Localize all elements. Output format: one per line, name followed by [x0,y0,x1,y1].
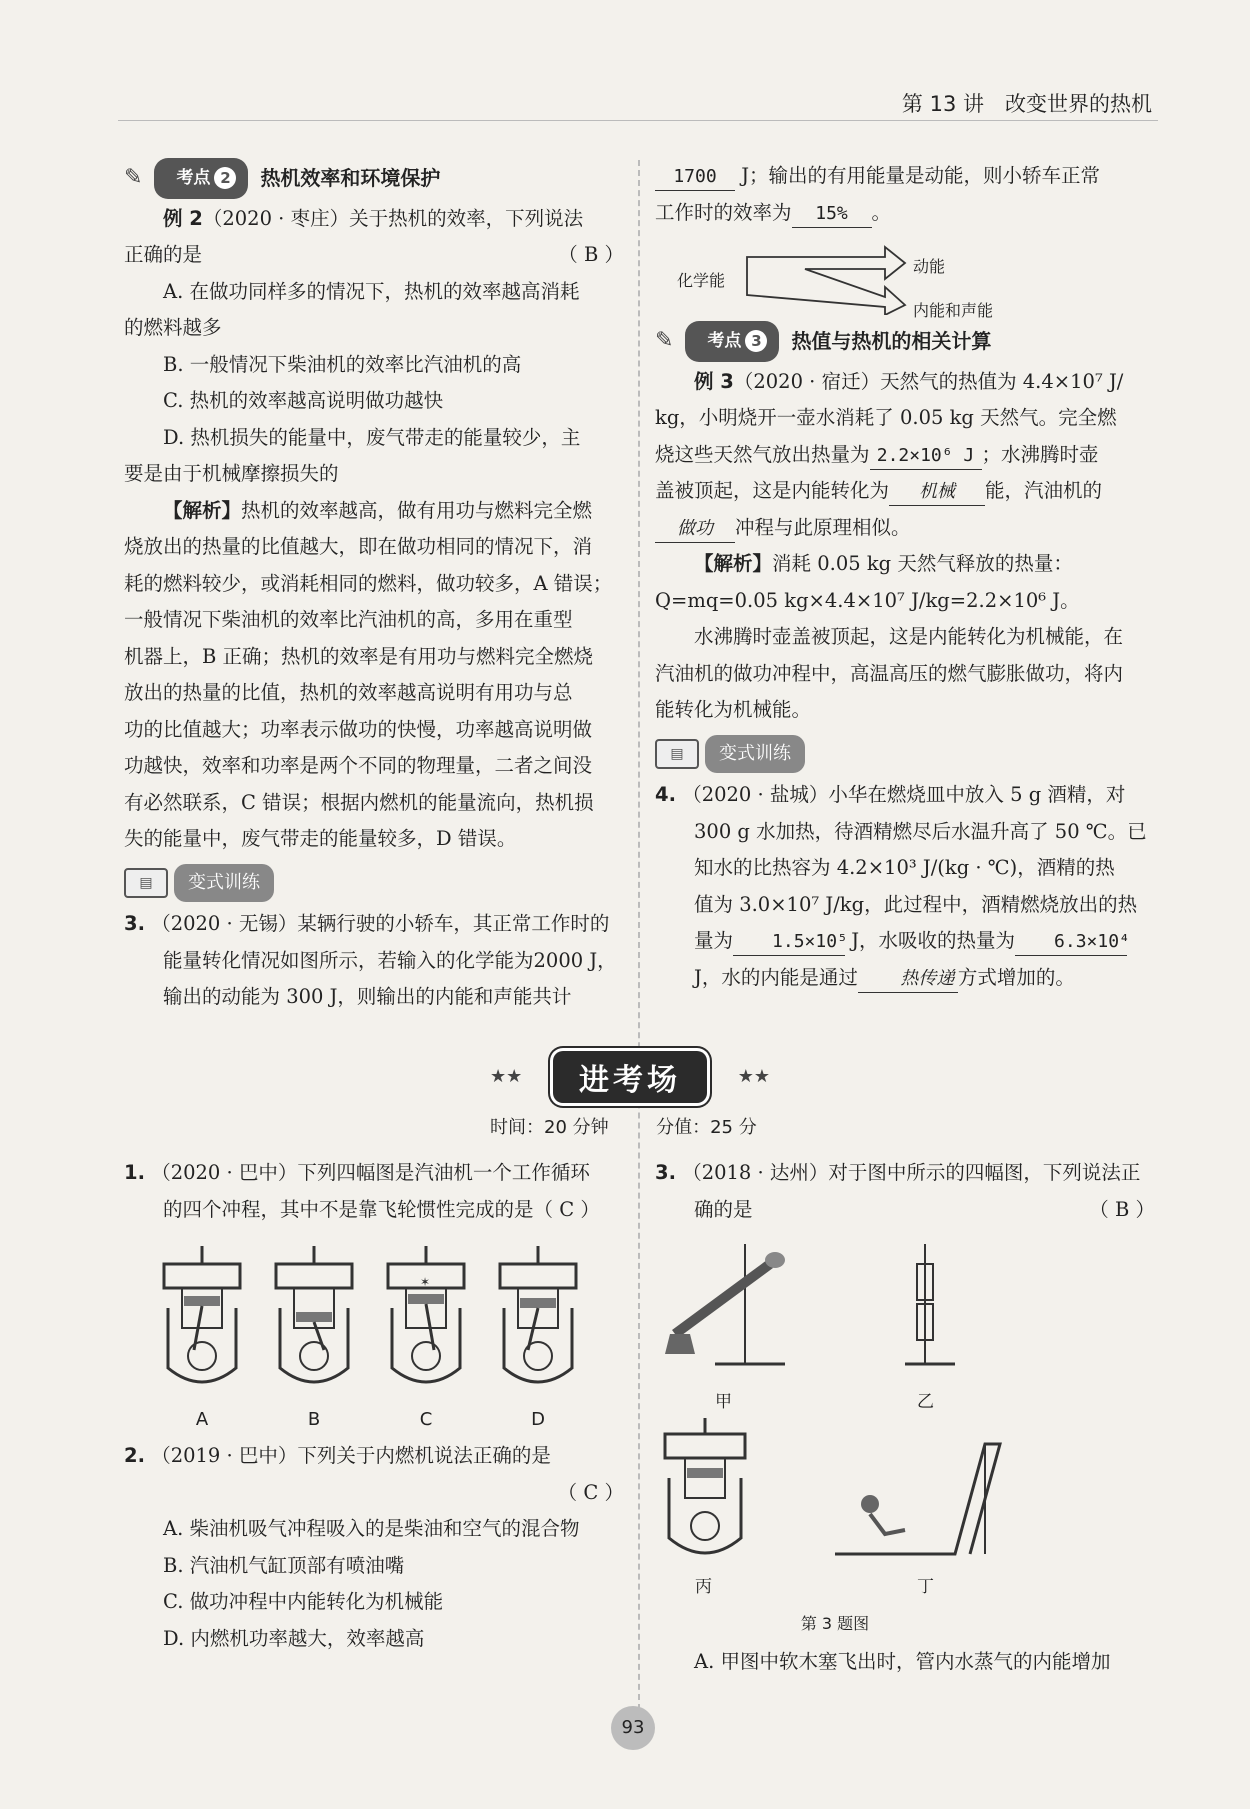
punct: 。 [871,200,892,224]
engine-diagram [266,1238,362,1388]
analysis-3 [655,546,1155,583]
practice-label: 变式训练 [174,864,274,903]
question-number: 3. [124,912,145,935]
option-d: D. 热机损失的能量中，废气带走的能量较少，主 [163,425,581,449]
stem-text: （2020 · 枣庄）关于热机的效率，下列说法 [202,206,584,230]
badge-label: 考点 [707,331,742,351]
book-icon: ▤ [655,739,699,769]
engine-label: B [307,1408,321,1430]
analysis-label: 【解析】 [163,498,242,522]
flow-source-label: 化学能 [677,271,726,290]
analysis-label: 【解析】 [694,552,773,575]
option-a: A. 柴油机吸气冲程吸入的是柴油和空气的混合物 [163,1517,580,1540]
engine-label: A [195,1408,209,1430]
answer: （ C ） [557,1480,624,1504]
question-text: 值为 3.0×10⁷ J/kg，此过程中，酒精燃烧放出的热 [694,892,1138,916]
example-label: 例 3 [694,369,734,393]
analysis-formula: Q=mq=0.05 kg×4.4×10⁷ J/kg=2.2×10⁶ J。 [655,588,1080,612]
practice-title [124,864,274,903]
analysis-2 [124,493,624,530]
figure-label: 乙 [917,1392,934,1412]
question-text: J；输出的有用能量是动能，则小轿车正常 [735,164,1101,187]
left-column [124,158,624,1016]
analysis-text: 放出的热量的比值，热机的效率越高说明有用功与总 [124,681,573,704]
example-3-stem [655,364,1155,401]
engine-a [154,1238,250,1438]
page-number: 93 [611,1706,655,1750]
engine-strokes-figure [154,1238,624,1438]
option-d-cont: 要是由于机械摩擦损失的 [124,462,339,485]
section-3-title [655,321,1155,362]
answer-blank: 做功 [655,516,735,543]
page-header: 第 13 讲 改变世界的热机 [901,92,1152,116]
stem-text: 正确的是 [124,243,203,266]
answer-blank: 热传递 [858,966,958,993]
stem-text: 盖被顶起，这是内能转化为 [655,479,890,502]
question-text: 300 g 水加热，待酒精燃尽后水温升高了 50 ℃。已 [694,819,1147,843]
stem-text: 能，汽油机的 [985,479,1103,502]
exam-question-1 [124,1155,624,1192]
analysis-text: 耗的燃料较少，或消耗相同的燃料，做功较多，A 错误； [124,571,613,595]
stem-line-4 [655,473,1155,510]
badge-number: 3 [745,330,767,352]
question-text: 的四个冲程，其中不是靠飞轮惯性完成的是 [163,1197,534,1221]
exam-meta [490,1113,790,1139]
answer-blank: 1700 [655,164,735,191]
analysis-text: 机器上，B 正确；热机的效率是有用功与燃料完全燃烧 [124,644,594,668]
question-text: 工作时的效率为 [655,200,792,224]
figure-label: 丙 [695,1577,712,1597]
answer-blank: 2.2×10⁶ J [870,443,982,470]
section-2-title [124,158,624,199]
section-title-text: 热机效率和环境保护 [260,166,441,190]
key-point-icon: ✎ [655,328,674,353]
answer: （ B ） [558,243,624,266]
answer-blank: 机械 [889,479,985,506]
exam-banner [490,1052,770,1102]
star-icon: ★★ [737,1066,770,1087]
answer: （ B ） [1089,1197,1155,1221]
right-column [655,158,1155,996]
engine-c [378,1238,474,1438]
question-text: （2019 · 巴中）下列关于内燃机说法正确的是 [151,1444,551,1467]
key-point-badge [154,158,248,199]
example-2-stem-cont [124,237,624,274]
option-c: C. 做功冲程中内能转化为机械能 [163,1590,444,1613]
analysis-text: 一般情况下柴油机的效率比汽油机的高，多用在重型 [124,608,573,631]
question-text: 确的是 [694,1197,753,1221]
exam-time: 时间：20 分钟 [490,1117,609,1138]
column-divider [638,160,640,1720]
answer: （ C ） [533,1197,600,1221]
engine-d [490,1238,586,1438]
option-a: A. 甲图中软木塞飞出时，管内水蒸气的内能增加 [694,1650,1111,1673]
question-text: 知水的比热容为 4.2×10³ J/(kg · ℃)，酒精的热 [694,856,1115,879]
question-text: 输出的动能为 300 J，则输出的内能和声能共计 [163,985,572,1008]
q4-line-6 [655,960,1155,997]
badge-number: 2 [214,167,236,189]
figure-drawings [655,1234,1155,1614]
example-label: 例 2 [163,206,203,230]
svg-text:✶: ✶ [420,1275,431,1289]
example-2-stem [124,201,624,238]
q3-continued-2 [655,195,1155,232]
question-text: 量为 [694,929,734,952]
question-text: J，水的内能是通过 [694,965,858,989]
engine-label: D [531,1408,545,1430]
energy-flow-diagram [655,235,1155,320]
answer-blank: 15% [792,201,872,228]
engine-diagram [378,1238,474,1388]
stem-line-5 [655,510,1155,547]
exam-question-1-cont [124,1192,624,1229]
stem-line-3 [655,437,1155,474]
engine-b [266,1238,362,1438]
option-b: B. 汽油机气缸顶部有喷油嘴 [163,1553,405,1577]
practice-title [655,735,805,774]
analysis-text: 汽油机的做功冲程中，高温高压的燃气膨胀做功，将内 [655,661,1124,685]
exam-question-3 [655,1155,1155,1192]
option-b: B. 一般情况下柴油机的效率比汽油机的高 [163,352,522,376]
practice-label: 变式训练 [705,735,805,774]
stem-text: （2020 · 宿迁）天然气的热值为 4.4×10⁷ J/ [733,369,1124,393]
figure-label: 甲 [715,1392,732,1412]
bottom-left-column [124,1155,624,1657]
banner-title: 进考场 [553,1051,707,1103]
engine-label: C [419,1408,433,1430]
stem-text: 烧这些天然气放出热量为 [655,442,870,466]
option-c: C. 热机的效率越高说明做功越快 [163,389,444,412]
analysis-text: 功的比值越大；功率表示做功的快慢，功率越高说明做 [124,717,593,741]
analysis-text: 能转化为机械能。 [655,698,812,721]
question-3 [124,906,624,943]
analysis-text: 功越快，效率和功率是两个不同的物理量，二者之间没 [124,754,593,777]
q4-line-5 [655,923,1155,960]
question-text: 方式增加的。 [957,965,1075,989]
analysis-text: 有必然联系，C 错误；根据内燃机的能量流向，热机损 [124,790,594,814]
star-icon: ★★ [490,1066,523,1087]
header-divider [118,120,1158,121]
question-number: 2. [124,1444,145,1467]
analysis-text: 消耗 0.05 kg 天然气释放的热量： [772,552,1073,575]
key-point-badge [685,321,779,362]
flow-output-kinetic: 动能 [913,257,946,276]
q3-continued [655,158,1155,195]
exam-score: 分值：25 分 [656,1117,757,1138]
question-number: 1. [124,1161,145,1184]
analysis-text: 烧放出的热量的比值越大，即在做功相同的情况下，消 [124,535,593,558]
question-text: （2020 · 巴中）下列四幅图是汽油机一个工作循环 [151,1161,590,1184]
stem-text: kg，小明烧开一壶水消耗了 0.05 kg 天然气。完全燃 [655,406,1117,429]
bottom-right-column [655,1155,1155,1681]
analysis-text: 热机的效率越高，做有用功与燃料完全燃 [241,498,593,522]
option-a-cont: 的燃料越多 [124,316,222,339]
exam-question-3-cont [655,1192,1155,1229]
engine-diagram [154,1238,250,1388]
analysis-text: 失的能量中，废气带走的能量较多，D 错误。 [124,827,517,850]
flow-output-internal: 内能和声能 [913,301,994,320]
figure-label: 丁 [917,1577,934,1597]
key-point-icon: ✎ [124,165,143,190]
badge-label: 考点 [176,168,211,188]
book-icon: ▤ [124,868,168,898]
question-text: J，水吸收的热量为 [845,929,1016,952]
question-text: （2018 · 达州）对于图中所示的四幅图，下列说法正 [682,1161,1141,1184]
question-number: 4. [655,783,676,806]
question-number: 3. [655,1161,676,1184]
stem-text: 冲程与此原理相似。 [735,515,911,539]
option-a: A. 在做功同样多的情况下，热机的效率越高消耗 [163,279,580,303]
option-d: D. 内燃机功率越大，效率越高 [163,1626,425,1650]
question-text: 能量转化情况如图所示，若输入的化学能为2000 J， [163,948,617,972]
figure-caption: 第 3 题图 [800,1614,870,1633]
section-title-text: 热值与热机的相关计算 [791,329,992,353]
question-text: （2020 · 无锡）某辆行驶的小轿车，其正常工作时的 [151,912,610,935]
question-text: （2020 · 盐城）小华在燃烧皿中放入 5 g 酒精，对 [682,783,1126,806]
engine-diagram [490,1238,586,1388]
exam-question-2 [124,1438,624,1475]
question-3-figures [655,1234,1155,1644]
stem-text: ；水沸腾时壶 [981,442,1099,466]
question-4 [655,777,1155,814]
answer-blank: 1.5×10⁵ [733,929,845,956]
answer-blank: 6.3×10⁴ [1015,929,1127,956]
analysis-text: 水沸腾时壶盖被顶起，这是内能转化为机械能，在 [694,625,1124,648]
